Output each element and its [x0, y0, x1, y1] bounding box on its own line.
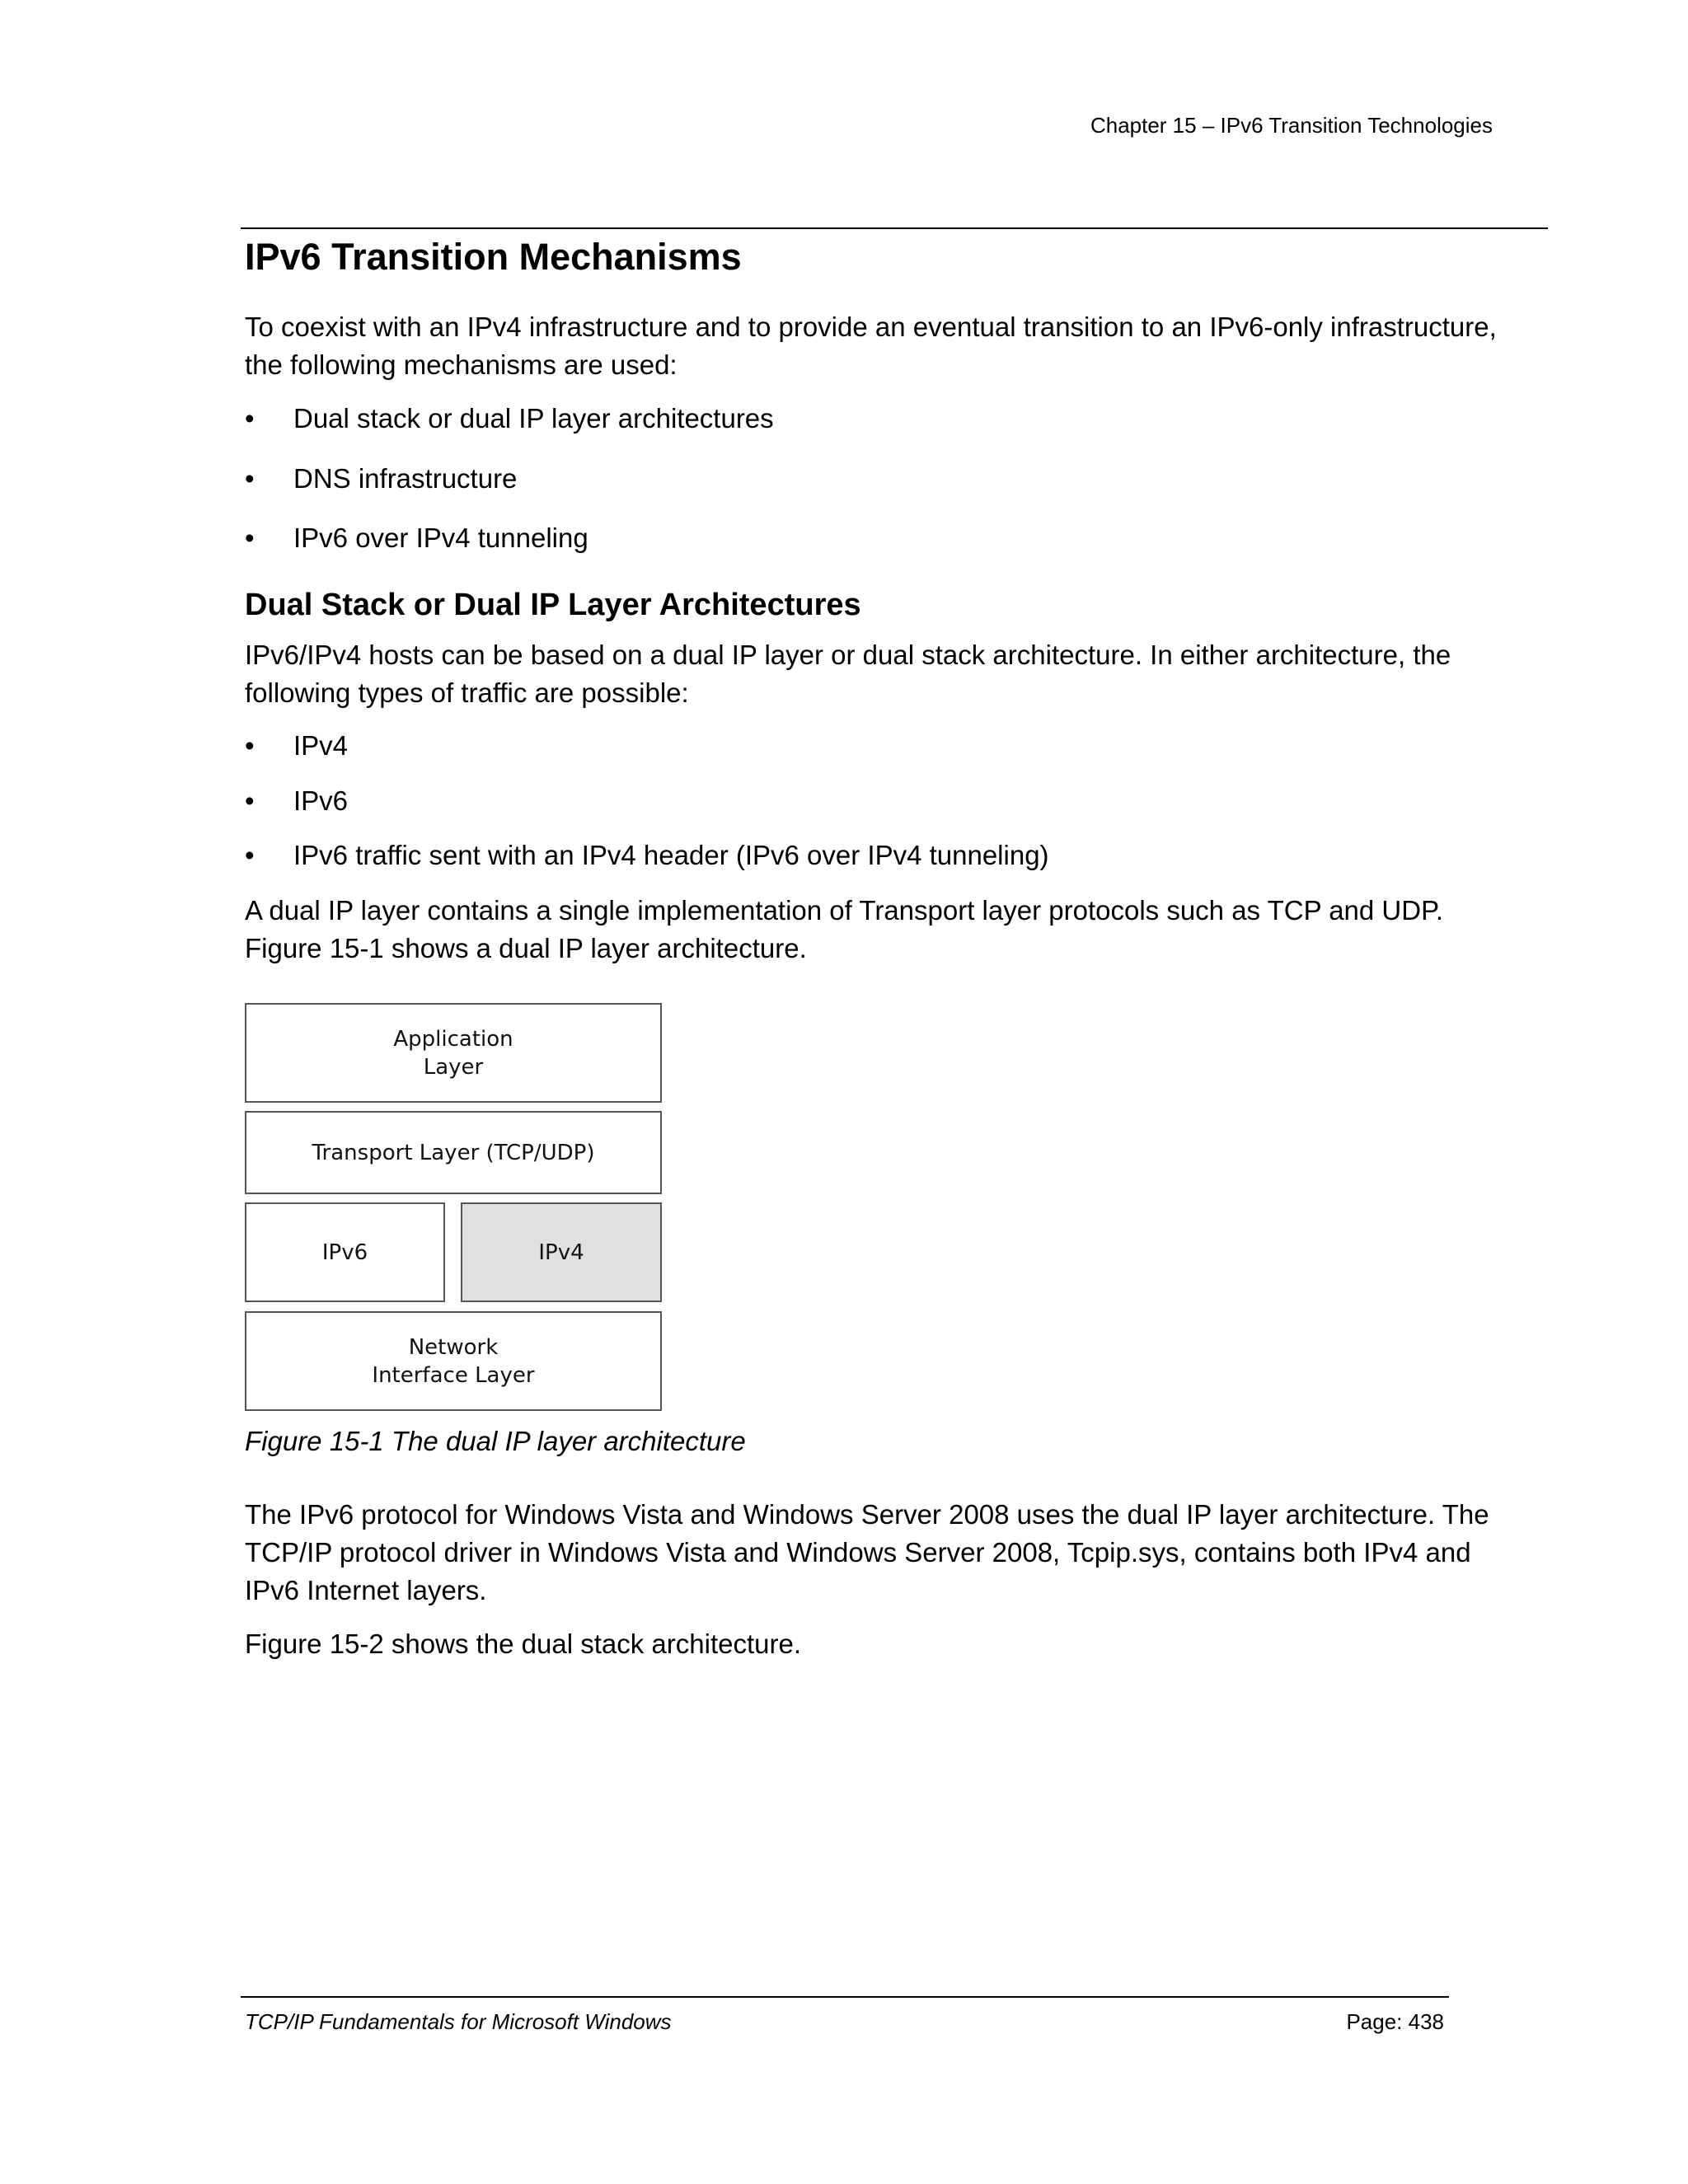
application-layer-label-line1: Application [393, 1026, 513, 1052]
ipv4-box [461, 1202, 662, 1302]
ipv6-label: IPv6 [321, 1240, 368, 1265]
list-item-text: IPv4 [293, 730, 349, 761]
bullet-icon: • [245, 523, 255, 553]
top-rule [241, 227, 1548, 229]
application-layer-label-line2: Layer [423, 1054, 484, 1080]
bullet-icon: • [245, 840, 255, 870]
network-interface-label-line2: Interface Layer [372, 1362, 535, 1388]
dual-ip-layer-paragraph: A dual IP layer contains a single implementation of Transport layer protocols such as TCP and UDP. Figure 15-1 shows a dual IP layer architecture. [245, 895, 1444, 963]
bullet-icon: • [245, 785, 255, 816]
network-interface-layer-box [245, 1311, 662, 1411]
footer-page-number: Page: 438 [1346, 2009, 1444, 2034]
bullet-icon: • [245, 403, 255, 434]
subsection-intro-paragraph: IPv6/IPv4 hosts can be based on a dual IP layer or dual stack architecture. In either architecture, the following types of traffic are possible: [245, 640, 1451, 708]
ipv6-box [245, 1202, 445, 1302]
bullet-icon: • [245, 730, 255, 761]
vista-paragraph: The IPv6 protocol for Windows Vista and Windows Server 2008 uses the dual IP layer architecture. The TCP/IP protocol driver in Windows Vista and Windows Server 2008, Tcpip.sys, contains both IPv4 and IPv6 Internet layers. [245, 1499, 1489, 1605]
list-item-text: IPv6 over IPv4 tunneling [293, 523, 588, 553]
list-item-text: IPv6 [293, 785, 349, 816]
section-intro-paragraph: To coexist with an IPv4 infrastructure and to provide an eventual transition to an IPv6-only infrastructure, the following mechanisms are used: [245, 312, 1497, 380]
subsection-title: Dual Stack or Dual IP Layer Architectures [245, 588, 861, 622]
bottom-rule [241, 1996, 1449, 1998]
figure-caption: Figure 15-1 The dual IP layer architecture [245, 1426, 746, 1456]
footer-book-title: TCP/IP Fundamentals for Microsoft Windows [245, 2009, 672, 2034]
list-item-text: Dual stack or dual IP layer architectures [293, 403, 774, 434]
ipv4-label: IPv4 [538, 1240, 584, 1265]
list-item-text: DNS infrastructure [293, 463, 518, 494]
list-item-text: IPv6 traffic sent with an IPv4 header (IPv6 over IPv4 tunneling) [293, 840, 1049, 870]
application-layer-box [245, 1003, 662, 1103]
section-title: IPv6 Transition Mechanisms [245, 236, 742, 278]
transport-layer-box [245, 1111, 662, 1194]
running-header: Chapter 15 – IPv6 Transition Technologies [1090, 113, 1493, 138]
figure-15-2-paragraph: Figure 15-2 shows the dual stack architecture. [245, 1629, 802, 1659]
network-interface-label-line1: Network [408, 1334, 499, 1360]
transport-layer-label: Transport Layer (TCP/UDP) [312, 1140, 595, 1165]
bullet-icon: • [245, 463, 255, 494]
dual-ip-layer-diagram [245, 1003, 662, 1411]
